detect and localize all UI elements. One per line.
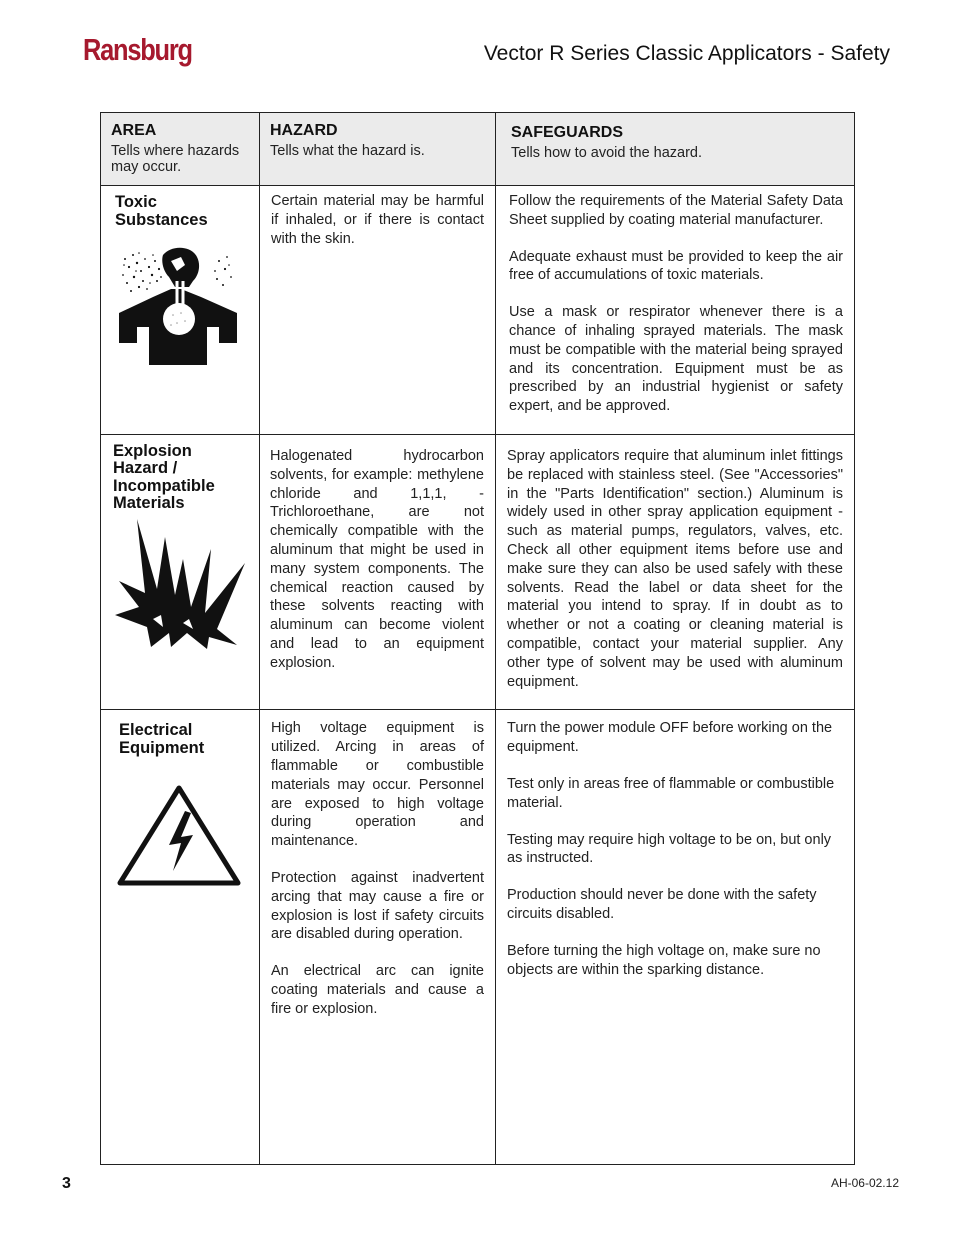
hazard-text: Protection against inadvertent arcing that may cause a fire or explosion is lost if safety circuits are disabled during operation. bbox=[271, 869, 484, 943]
hazard-text: Certain material may be harmful if inhaled, or if there is contact with the skin. bbox=[271, 193, 484, 247]
column-title: HAZARD bbox=[270, 122, 338, 139]
area-title: Electrical Equipment bbox=[119, 721, 205, 757]
column-header-area bbox=[101, 113, 260, 186]
safeguard-text: Turn the power module OFF before working on the equipment. bbox=[507, 720, 833, 756]
hazard-text: An electrical arc can ignite coating materials and cause a fire or explosion. bbox=[271, 963, 484, 1017]
safeguard-text: Follow the requirements of the Material Safety Data Sheet supplied by coating material manufacturer. bbox=[509, 193, 843, 228]
hazard-cell bbox=[260, 434, 496, 709]
explosion-icon bbox=[113, 519, 249, 656]
safeguards-cell bbox=[496, 710, 855, 1165]
area-cell bbox=[101, 710, 260, 1165]
page-number: 3 bbox=[62, 1175, 71, 1192]
safeguard-text: Production should never be done with the safety circuits disabled. bbox=[507, 887, 817, 922]
document-code: AH-06-02.12 bbox=[830, 1176, 899, 1190]
table-header-row bbox=[101, 113, 855, 186]
safety-table bbox=[100, 112, 855, 1165]
area-cell bbox=[101, 434, 260, 709]
hazard-cell bbox=[260, 186, 496, 435]
column-title: AREA bbox=[111, 122, 157, 139]
column-title: SAFEGUARDS bbox=[511, 124, 624, 141]
column-header-safeguards bbox=[496, 113, 855, 186]
safeguard-text: Test only in areas free of flammable or combustible material. bbox=[507, 775, 835, 811]
hazard-cell bbox=[260, 710, 496, 1165]
high-voltage-warning-icon bbox=[115, 783, 249, 894]
hazard-text: Halogenated hydrocarbon solvents, for example: methylene chloride and 1,1,1, - Trichloroethane, are not chemically compatible with the aluminum that might be used in many system components. The chemical reaction caused by these solvents reacting with aluminum can become violent and lead to an equipment explosion. bbox=[270, 447, 484, 671]
table-row bbox=[101, 434, 855, 709]
column-description: Tells where hazards may occur. bbox=[111, 143, 240, 175]
safeguard-text: Before turning the high voltage on, make sure no objects are within the sparking distance. bbox=[507, 942, 821, 978]
safeguard-text: Adequate exhaust must be provided to keep the air free of accumulations of toxic materials. bbox=[509, 248, 843, 284]
hazard-text: High voltage equipment is utilized. Arcing in areas of flammable or combustible materials may occur. Personnel are exposed to high voltage during operation and maintenance. bbox=[271, 720, 484, 850]
table-row bbox=[101, 186, 855, 435]
column-header-hazard bbox=[260, 113, 496, 186]
safeguards-cell bbox=[496, 186, 855, 435]
column-description: Tells how to avoid the hazard. bbox=[511, 145, 703, 161]
ransburg-logo: Ransburg bbox=[83, 32, 192, 67]
toxic-inhalation-icon bbox=[119, 247, 249, 370]
safeguard-text: Testing may require high voltage to be on, but only as instructed. bbox=[507, 831, 832, 867]
column-description: Tells what the hazard is. bbox=[270, 143, 425, 159]
document-title: Vector R Series Classic Applicators - Safety bbox=[483, 42, 890, 65]
safeguard-text: Spray applicators require that aluminum inlet fittings be replaced with stainless steel. (See "Accessories" in the "Parts Identification" section.) Aluminum is widely used in other spray application equipment - such as material pumps, regulators, valves, etc. Check all other equipment items before use and make sure they can also be used safely with these solvents. Read the label or data sheet for the material you intend to spray. If in doubt as to whether or not a coating or cleaning material is compatible, contact your material supplier. Any other type of solvent may be used with aluminum equipment. bbox=[507, 447, 843, 690]
table-row bbox=[101, 710, 855, 1165]
area-title: Explosion Hazard / Incompatible Materials bbox=[113, 441, 215, 513]
area-title: Toxic Substances bbox=[115, 193, 208, 229]
safeguards-cell bbox=[496, 434, 855, 709]
safeguard-text: Use a mask or respirator whenever there is a chance of inhaling sprayed materials. The mask must be compatible with the material being sprayed and its concentration. Equipment must be as prescribed by an industrial hygienist or safety expert, and be approved. bbox=[509, 304, 843, 415]
area-cell bbox=[101, 186, 260, 435]
